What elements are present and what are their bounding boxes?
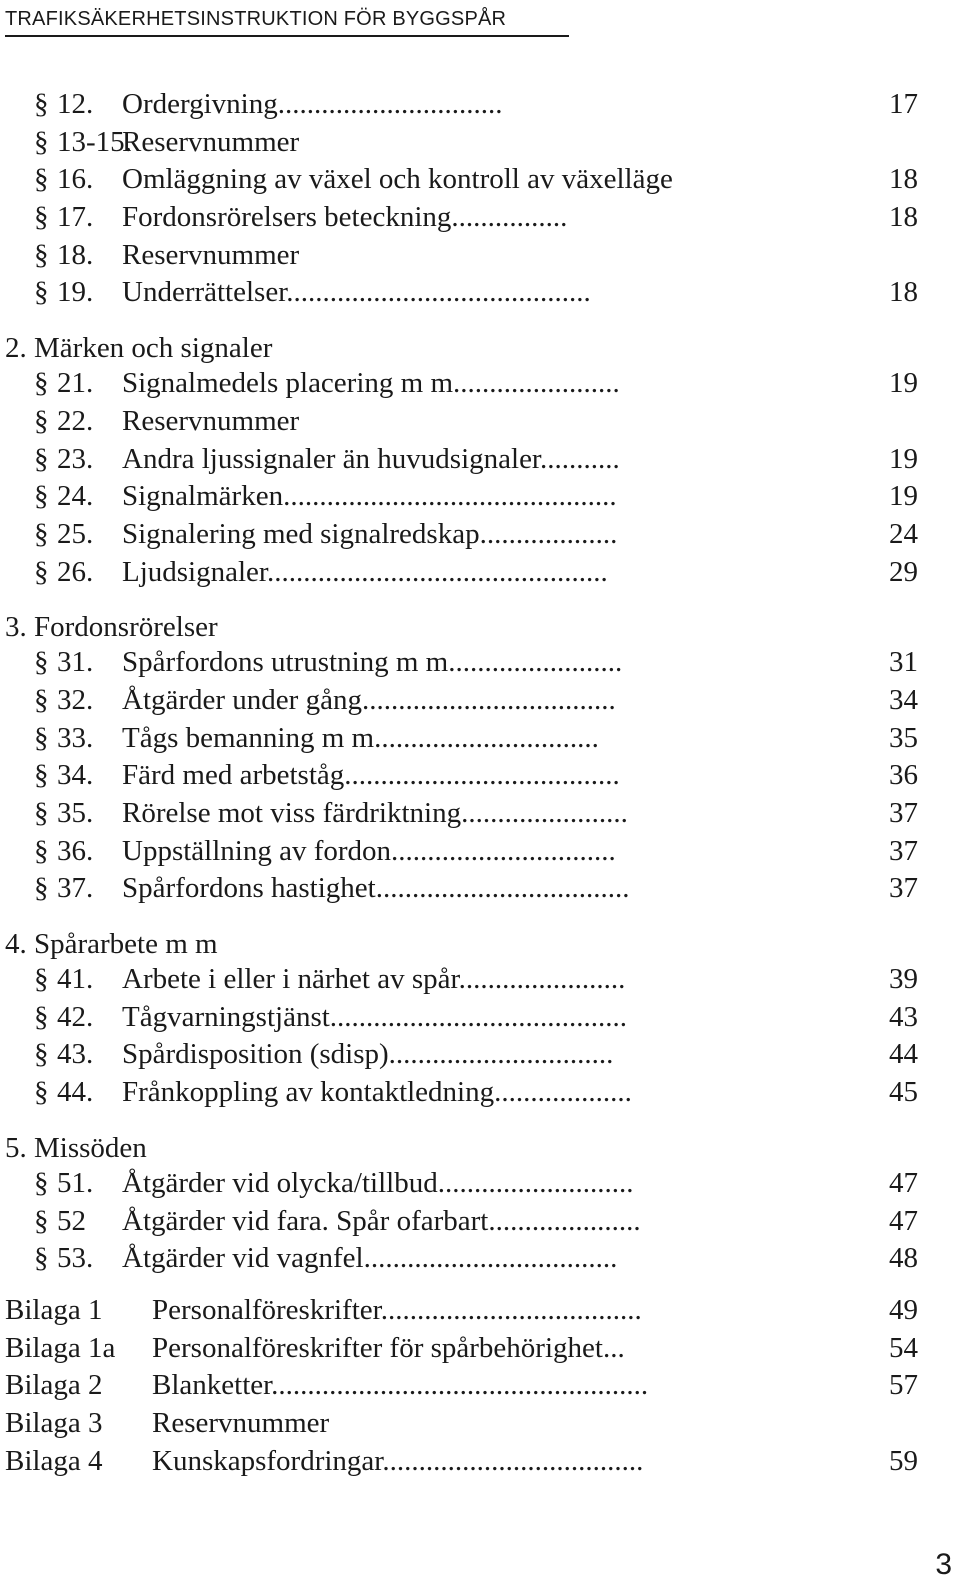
entry-page: 35 [889, 721, 918, 754]
entry-page: 18 [889, 163, 918, 196]
entry-number: 41. [57, 963, 94, 996]
paragraph-sign: § [34, 1204, 49, 1237]
paragraph-sign: § [34, 125, 49, 158]
paragraph-sign: § [34, 1038, 49, 1071]
paragraph-sign: § [34, 517, 49, 550]
entry-title: Reservnummer [122, 125, 300, 158]
entry-page: 37 [889, 797, 918, 829]
section-heading-row [0, 328, 960, 367]
entry-number: 44. [57, 1076, 94, 1109]
entry-title: Signalmärken.............................................. [122, 480, 617, 513]
section-heading-row [0, 607, 960, 646]
entry-page: 34 [889, 683, 918, 716]
entry-page: 37 [889, 872, 918, 905]
section-heading: 4. Spårarbete m m [5, 928, 218, 961]
entry-page: 47 [889, 1204, 918, 1237]
entry-number: 22. [57, 404, 94, 437]
paragraph-sign: § [34, 646, 49, 679]
toc-entry [0, 1076, 960, 1114]
appendix-entry [0, 1369, 960, 1407]
toc-entry [0, 646, 960, 684]
toc-entry [0, 797, 960, 835]
entry-number: 17. [57, 201, 94, 234]
entry-number: 24. [57, 480, 94, 513]
paragraph-sign: § [34, 88, 49, 120]
paragraph-sign: § [34, 1242, 49, 1275]
paragraph-sign: § [34, 721, 49, 754]
entry-page: 48 [889, 1242, 918, 1275]
entry-page: 19 [889, 480, 918, 513]
entry-title: Uppställning av fordon............................... [122, 834, 616, 867]
entry-number: 51. [57, 1166, 94, 1199]
entry-page: 36 [889, 759, 918, 792]
entry-number: 43. [57, 1038, 94, 1071]
entry-title: Andra ljussignaler än huvudsignaler........... [122, 442, 620, 475]
entry-number: 32. [57, 683, 94, 716]
toc-entry [0, 556, 960, 594]
appendix-label: Bilaga 2 [5, 1369, 103, 1402]
toc-entry [0, 367, 960, 405]
entry-number: 12. [57, 88, 94, 120]
paragraph-sign: § [34, 442, 49, 475]
entry-number: 21. [57, 367, 94, 400]
entry-number: 31. [57, 646, 94, 679]
section-heading: 5. Missöden [5, 1131, 147, 1164]
entry-title: Tågvarningstjänst......................................... [122, 1000, 628, 1033]
paragraph-sign: § [34, 404, 49, 437]
entry-page: 18 [889, 276, 918, 309]
entry-title: Spårfordons utrustning m m........................ [122, 646, 623, 679]
entry-page: 18 [889, 201, 918, 234]
entry-title: Reservnummer [122, 238, 300, 271]
appendix-label: Bilaga 1a [5, 1331, 116, 1364]
entry-number: 23. [57, 442, 94, 475]
paragraph-sign: § [34, 201, 49, 234]
appendix-title: Blanketter.................................................... [152, 1369, 649, 1402]
entry-number: 13-15. [57, 125, 132, 158]
paragraph-sign: § [34, 238, 49, 271]
toc-entry [0, 276, 960, 314]
toc-entry [0, 405, 960, 443]
toc-entry [0, 443, 960, 481]
entry-number: 34. [57, 759, 94, 792]
entry-title: Åtgärder vid olycka/tillbud........................... [122, 1166, 634, 1199]
paragraph-sign: § [34, 834, 49, 867]
entry-title: Ljudsignaler............................................... [122, 555, 608, 588]
toc-entry [0, 163, 960, 201]
toc-entry [0, 759, 960, 797]
appendix-page: 59 [889, 1444, 918, 1477]
entry-title: Reservnummer [122, 404, 300, 437]
entry-page: 39 [889, 963, 918, 996]
section-heading-row [0, 924, 960, 963]
paragraph-sign: § [34, 872, 49, 905]
entry-title: Färd med arbetståg...................................... [122, 759, 620, 792]
paragraph-sign: § [34, 367, 49, 400]
toc-entry [0, 480, 960, 518]
toc-entry [0, 835, 960, 873]
entry-page: 47 [889, 1166, 918, 1199]
entry-title: Omläggning av växel och kontroll av växelläge [122, 163, 673, 196]
entry-number: 35. [57, 797, 94, 829]
paragraph-sign: § [34, 963, 49, 996]
appendix-entry [0, 1332, 960, 1370]
entry-page: 19 [889, 367, 918, 400]
entry-title: Frånkoppling av kontaktledning................... [122, 1076, 632, 1109]
entry-page: 17 [889, 88, 918, 120]
entry-number: 25. [57, 517, 94, 550]
toc-entry [0, 1205, 960, 1243]
appendix-label: Bilaga 4 [5, 1444, 103, 1477]
toc-entry [0, 872, 960, 910]
appendix-label: Bilaga 3 [5, 1406, 103, 1439]
paragraph-sign: § [34, 1000, 49, 1033]
entry-page: 43 [889, 1000, 918, 1033]
entry-title: Tågs bemanning m m............................... [122, 721, 599, 754]
appendix-entry [0, 1445, 960, 1483]
entry-title: Åtgärder vid vagnfel................................... [122, 1242, 618, 1275]
paragraph-sign: § [34, 683, 49, 716]
toc-entry [0, 201, 960, 239]
entry-number: 42. [57, 1000, 94, 1033]
table-of-contents [0, 88, 960, 1482]
entry-page: 24 [889, 517, 918, 550]
entry-title: Underrättelser.......................................... [122, 276, 591, 309]
toc-section [0, 924, 960, 1114]
toc-entry [0, 684, 960, 722]
appendix-label: Bilaga 1 [5, 1293, 103, 1326]
entry-title: Åtgärder vid fara. Spår ofarbart..................... [122, 1204, 641, 1237]
toc-entry [0, 1038, 960, 1076]
toc-entry [0, 963, 960, 1001]
appendix-page: 57 [889, 1369, 918, 1402]
appendix-list [0, 1294, 960, 1482]
toc-section [0, 607, 960, 910]
toc-section [0, 88, 960, 314]
toc-entry [0, 518, 960, 556]
section-heading: 2. Märken och signaler [5, 332, 273, 365]
entry-title: Spårfordons hastighet................................... [122, 872, 630, 905]
toc-entry [0, 88, 960, 126]
appendix-page: 54 [889, 1331, 918, 1364]
paragraph-sign: § [34, 555, 49, 588]
toc-entry [0, 126, 960, 164]
toc-section [0, 1128, 960, 1280]
paragraph-sign: § [34, 1166, 49, 1199]
toc-entry [0, 1001, 960, 1039]
toc-entry [0, 1242, 960, 1280]
section-heading-row [0, 1128, 960, 1167]
document-header: TRAFIKSÄKERHETSINSTRUKTION FÖR BYGGSPÅR [5, 8, 569, 37]
appendix-title: Personalföreskrifter.................................... [152, 1293, 642, 1326]
entry-title: Signalmedels placering m m....................... [122, 367, 620, 400]
paragraph-sign: § [34, 276, 49, 309]
entry-number: 26. [57, 555, 94, 588]
entry-title: Åtgärder under gång................................... [122, 683, 616, 716]
paragraph-sign: § [34, 797, 49, 829]
entry-number: 16. [57, 163, 94, 196]
entry-page: 31 [889, 646, 918, 679]
entry-title: Fordonsrörelsers beteckning................ [122, 201, 568, 234]
entry-page: 37 [889, 834, 918, 867]
entry-number: 19. [57, 276, 94, 309]
toc-entry [0, 722, 960, 760]
entry-page: 45 [889, 1076, 918, 1109]
entry-page: 19 [889, 442, 918, 475]
entry-number: 36. [57, 834, 94, 867]
entry-number: 53. [57, 1242, 94, 1275]
entry-title: Arbete i eller i närhet av spår....................... [122, 963, 626, 996]
appendix-entry [0, 1407, 960, 1445]
entry-title: Rörelse mot viss färdriktning....................... [122, 797, 628, 829]
entry-title: Spårdisposition (sdisp)............................... [122, 1038, 614, 1071]
appendix-page: 49 [889, 1293, 918, 1326]
paragraph-sign: § [34, 759, 49, 792]
appendix-title: Reservnummer [152, 1406, 330, 1439]
appendix-title: Personalföreskrifter för spårbehörighet... [152, 1331, 625, 1364]
entry-number: 33. [57, 721, 94, 754]
entry-page: 44 [889, 1038, 918, 1071]
entry-title: Ordergivning............................... [122, 88, 503, 120]
page-number: 3 [935, 1548, 952, 1581]
paragraph-sign: § [34, 163, 49, 196]
appendix-entry [0, 1294, 960, 1332]
entry-page: 29 [889, 555, 918, 588]
section-heading: 3. Fordonsrörelser [5, 611, 218, 644]
entry-number: 52 [57, 1204, 86, 1237]
toc-section [0, 328, 960, 593]
paragraph-sign: § [34, 1076, 49, 1109]
entry-title: Signalering med signalredskap................... [122, 517, 618, 550]
toc-entry [0, 239, 960, 277]
entry-number: 37. [57, 872, 94, 905]
entry-number: 18. [57, 238, 94, 271]
paragraph-sign: § [34, 480, 49, 513]
toc-entry [0, 1167, 960, 1205]
appendix-title: Kunskapsfordringar.................................... [152, 1444, 644, 1477]
